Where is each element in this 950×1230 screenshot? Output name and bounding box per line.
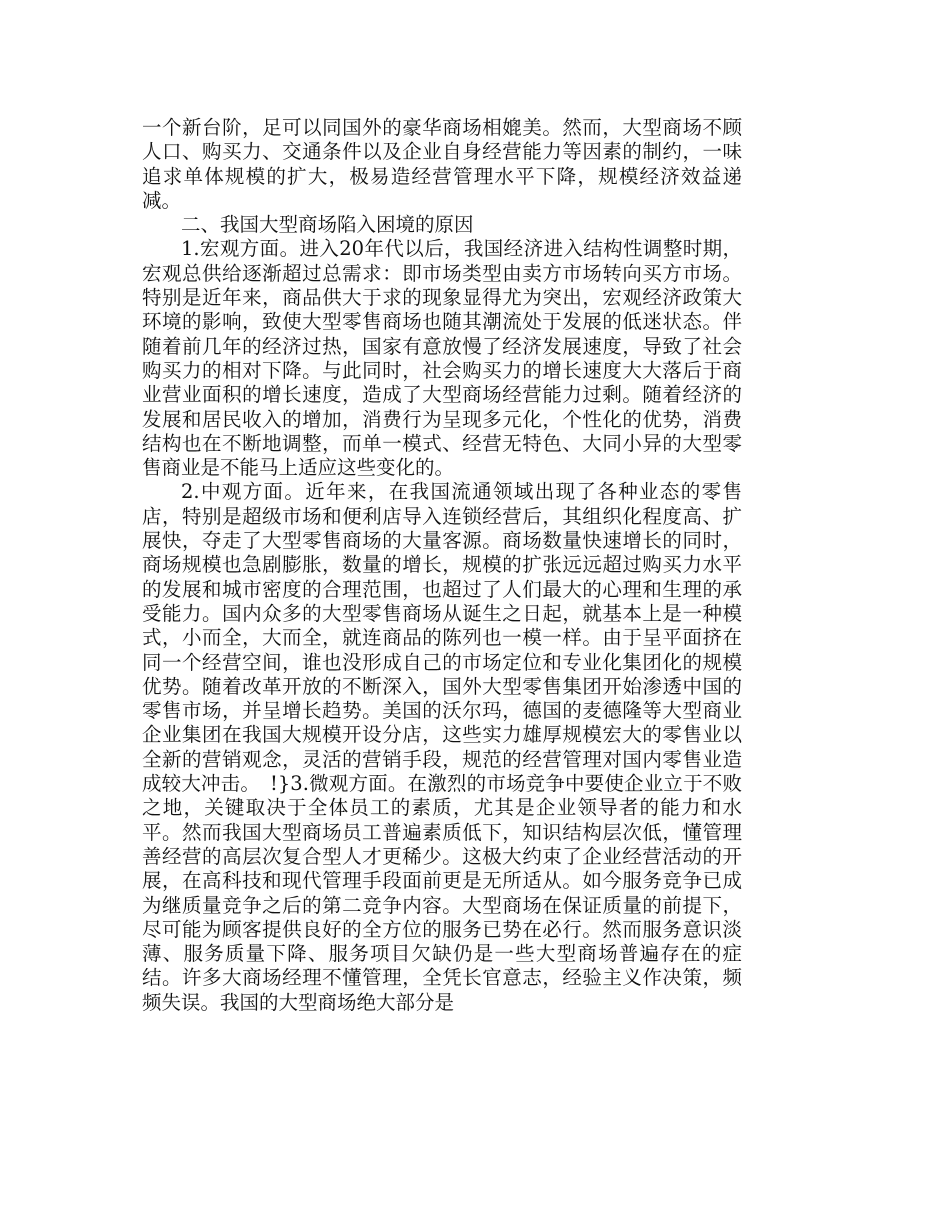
paragraph-meso-micro: 2.中观方面。近年来，在我国流通领域出现了各种业态的零售店，特别是超级市场和便利店导入连锁经营后，其组织化程度高、扩展快，夺走了大型零售商场的大量客源。商场数量快速增长的同时，商场规模也急剧膨胀，数量的增长，规模的扩张远远超过购买力水平的发展和城市密度的合理范围，也超过了人们最大的心理和生理的承受能力。国内众多的大型零售商场从诞生之日起，就基本上是一种模式，小而全，大而全，就连商品的陈列也一模一样。由于呈平面挤在同一个经营空间，谁也没形成自己的市场定位和专业化集团化的规模优势。随着改革开放的不断深入，国外大型零售集团开始渗透中国的零售市场，并呈增长趋势。美国的沃尔玛，德国的麦德隆等大型商业企业集团在我国大规模开设分店，这些实力雄厚规模宏大的零售业以全新的营销观念，灵活的营销手段，规范的经营管理对国内零售业造成较大冲击。 !}3.微观方面。在激烈的市场竞争中要使企业立于不败之地，关键取决于全体员工的素质，尤其是企业领导者的能力和水平。然而我国大型商场员工普遍素质低下，知识结构层次低，懂管理善经营的高层次复合型人才更稀少。这极大约束了企业经营活动的开展，在高科技和现代管理手段面前更是无所适从。如今服务竞争已成为继质量竞争之后的第二竞争内容。大型商场在保证质量的前提下，尽可能为顾客提供良好的全方位的服务已势在必行。然而服务意识淡薄、服务质量下降、服务项目欠缺仍是一些大型商场普遍存在的症结。许多大商场经理不懂管理，全凭长官意志，经验主义作决策，频频失误。我国的大型商场绝大部分是 bbox=[142, 480, 742, 1014]
section-heading: 二、我国大型商场陷入困境的原因 bbox=[181, 213, 474, 237]
paragraph-macro: 1.宏观方面。进入20年代以后，我国经济进入结构性调整时期，宏观总供给逐渐超过总需求：即市场类型由卖方市场转向买方市场。特别是近年来，商品供大于求的现象显得尤为突出，宏观经济政策大环境的影响，致使大型零售商场也随其潮流处于发展的低迷状态。伴随着前几年的经济过热，国家有意放慢了经济发展速度，导致了社会购买力的相对下降。与此同时，社会购买力的增长速度大大落后于商业营业面积的增长速度，造成了大型商场经营能力过剩。随着经济的发展和居民收入的增加，消费行为呈现多元化，个性化的优势，消费结构也在不断地调整，而单一模式、经营无特色、大同小异的大型零售商业是不能马上适应这些变化的。 bbox=[142, 237, 742, 480]
paragraph-intro-continuation: 一个新台阶，足可以同国外的豪华商场相媲美。然而，大型商场不顾人口、购买力、交通条件以及企业自身经营能力等因素的制约，一味追求单体规模的扩大，极易造经营管理水平下降，规模经济效益递减。 bbox=[142, 116, 742, 212]
document-page bbox=[142, 116, 742, 1015]
